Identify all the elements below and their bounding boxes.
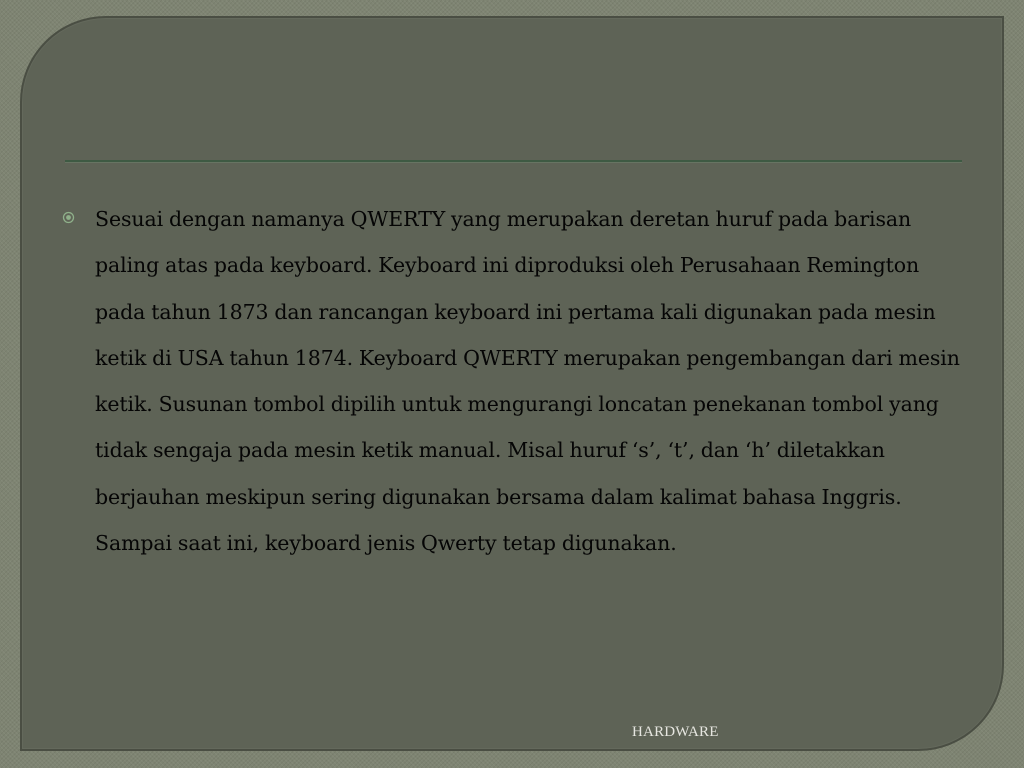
bullet-item bbox=[62, 196, 962, 566]
footer-label: HARDWARE bbox=[632, 724, 719, 740]
title-divider bbox=[65, 160, 962, 162]
circled-dot-icon bbox=[62, 211, 75, 224]
body-paragraph: Sesuai dengan namanya QWERTY yang merupakan deretan huruf pada barisan paling atas pada keyboard. Keyboard ini diproduksi oleh Perusahaan Remington pada tahun 1873 dan rancangan keyboard ini pertama kali digunakan pada mesin ketik di USA tahun 1874. Keyboard QWERTY merupakan pengembangan dari mesin ketik. Susunan tombol dipilih untuk mengurangi loncatan penekanan tombol yang tidak sengaja pada mesin ketik manual. Misal huruf ‘s’, ‘t’, dan ‘h’ diletakkan berjauhan meskipun sering digunakan bersama dalam kalimat bahasa Inggris. Sampai saat ini, keyboard jenis Qwerty tetap digunakan. bbox=[95, 207, 960, 556]
